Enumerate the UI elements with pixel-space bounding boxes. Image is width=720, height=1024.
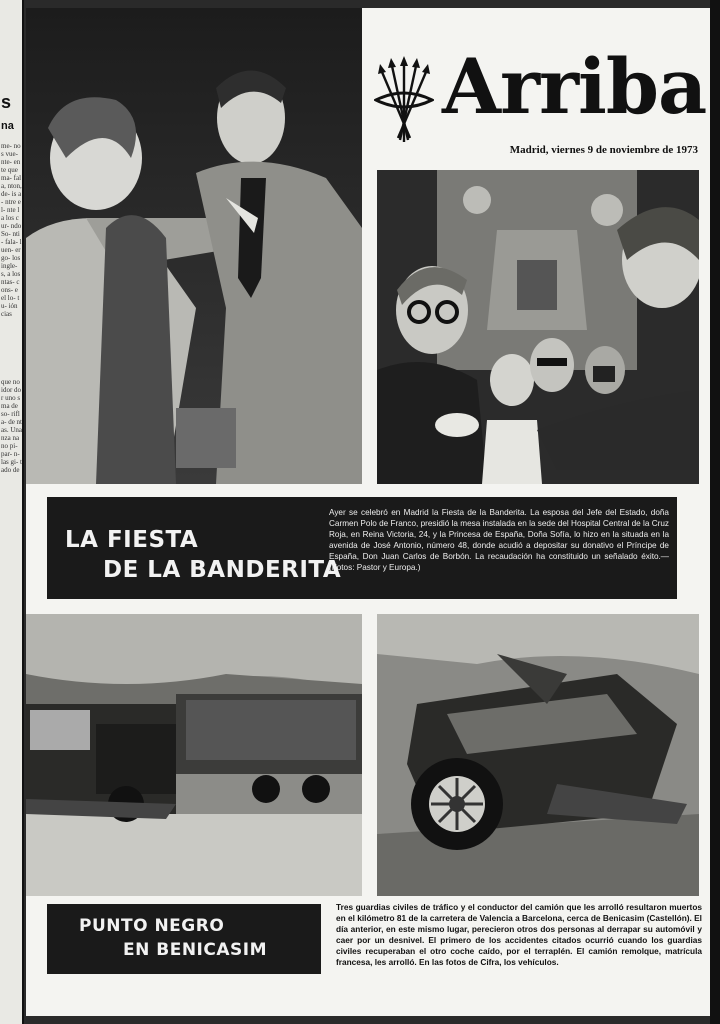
edge-text: que no idor dor uno sma de so- rifla- de ntas. Una nza nano pi- par- n- las gi- tado de (1, 378, 22, 474)
yoke-and-arrows-icon (374, 56, 434, 146)
banderita-story-text: Ayer se celebró en Madrid la Fiesta de la Banderita. La esposa del Jefe del Estado, doña Carmen Polo de Franco, presidió la mesa instalada en la sede del Hospital Central de la Cruz Roja, en Reina Victoria, 24, y la Princesa de España, Doña Sofía, lo hizo en la situada en la avenida de José Antonio, número 48, donde acudió a depositar su donativo el Príncipe de España, Don Juan Carlos de Borbón. La recaudación ha constituido un señalado éxito.— (Fotos: Pastor y Europa.) (329, 508, 669, 572)
adjacent-page-edge (0, 0, 24, 1024)
page-edge-shadow (710, 0, 720, 1024)
edge-text: me- nos vue- nte- ente que ma- fala, nton, de- is a- ntre el- nte la los cur- ndo So- nti- fala- luen- ergo- los ingle- s, a los ntas- cons- e el lo- tu- ión cias (1, 142, 22, 318)
benicasim-story-text: Tres guardias civiles de tráfico y el conductor del camión que les arrolló resultaron muertos en el kilómetro 81 de la carretera de Valencia a Barcelona, cerca de Benicasim (Castellón). El día anterior, en este mismo lugar, perecieron otros dos personas al derrapar su automóvil y caer por un desnivel. El primero de los accidentes citados ocurrió cuando los guardias civiles recuperaban el otro coche caído, por el terraplén. El camión remolque, matrícula francesa, les arrolló. En las fotos de Cifra, los vehículos. (336, 902, 702, 967)
benicasim-headline-line1: PUNTO NEGRO (79, 916, 225, 936)
edge-fragment: s (1, 92, 12, 112)
royal-couple-photo (26, 8, 362, 484)
banderita-headline-line1: LA FIESTA (65, 527, 199, 553)
masthead (366, 14, 707, 164)
benicasim-headline-line2: EN BENICASIM (123, 940, 268, 960)
crashed-truck-photo (26, 614, 362, 896)
newspaper-page (26, 8, 710, 1016)
edge-fragment: na (1, 120, 14, 132)
masthead-title: Arriba (442, 42, 707, 131)
benicasim-caption-bar (47, 904, 321, 974)
dateline: Madrid, viernes 9 de noviembre de 1973 (509, 144, 698, 156)
wrecked-car-photo (377, 614, 699, 896)
banderita-headline-line2: DE LA BANDERITA (103, 557, 342, 583)
banderita-caption-bar (47, 497, 677, 599)
carmen-polo-photo (377, 170, 699, 484)
